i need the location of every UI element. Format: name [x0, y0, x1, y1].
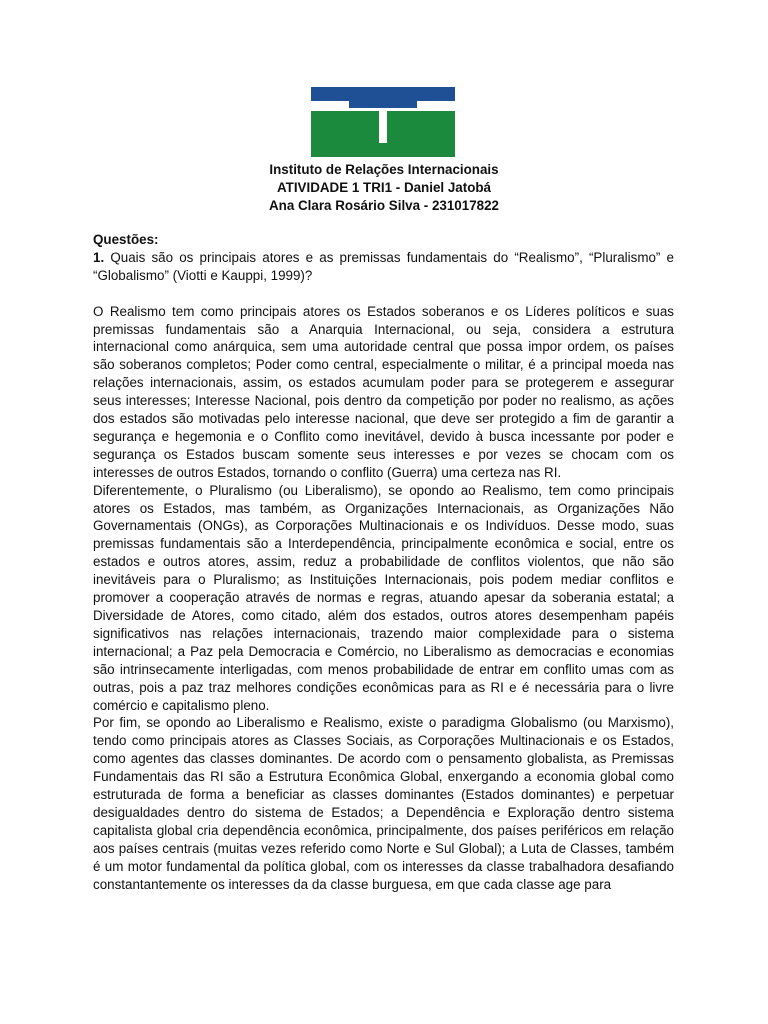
paragraph-spacer	[93, 285, 674, 303]
unb-logo-graphic	[311, 87, 455, 157]
questions-heading: Questões:	[93, 232, 159, 247]
document-body	[93, 231, 674, 894]
student-info: Ana Clara Rosário Silva - 231017822	[268, 198, 499, 213]
institute-name: Instituto de Relações Internacionais	[269, 162, 499, 177]
document-header	[0, 161, 768, 215]
logo-blue-inner	[349, 101, 417, 108]
question-number: 1.	[93, 249, 105, 265]
paragraph-realismo: O Realismo tem como principais atores os Estados soberanos e os Líderes políticos e suas premissas fundamentais são a Anarquia Internacional, ou seja, considera a estrutura internacional como anárquica, sem uma autoridade central que possa impor ordem, os países são soberanos completos; Poder como central, especialmente o militar, é a principal moeda nas relações internacionais, assim, os estados acumulam poder para se protegerem e assegurar seus interesses; Interesse Nacional, pois dentro da competição por poder no realismo, as ações dos estados são motivadas pelo interesse nacional, que deve ser protegido a fim de garantir a segurança e hegemonia e o Conflito como inevitável, devido à busca incessante por poder e segurança os Estados buscam somente seus interesses e por vezes se chocam com os interesses de outros Estados, tornando o conflito (Guerra) uma certeza nas RI.	[93, 303, 674, 480]
question-text: Quais são os principais atores e as premissas fundamentais do “Realismo”, “Pluralismo” e “Globalismo” (Viotti e Kauppi, 1999)?	[93, 249, 674, 283]
logo-green-center	[379, 143, 387, 157]
logo-blue-band	[311, 87, 455, 101]
university-logo	[311, 87, 455, 157]
paragraph-globalismo: Por fim, se opondo ao Liberalismo e Realismo, existe o paradigma Globalismo (ou Marxismo), tendo como principais atores as Classes Sociais, as Corporações Multinacionais e os Estados, como agentes das classes dominantes. De acordo com o pensamento globalista, as Premissas Fundamentais das RI são a Estrutura Econômica Global, enxergando a economia global como estruturada de forma a beneficiar as classes dominantes (Estados dominantes) e perpetuar desigualdades dentro do sistema de Estados; a Dependência e Exploração dentro sistema capitalista global cria dependência econômica, principalmente, dos países periféricos em relação aos países centrais (muitas vezes referido como Norte e Sul Global); a Luta de Classes, também é um motor fundamental da política global, com os interesses da classe trabalhadora desafiando constantantemente os interesses da da classe burguesa, em que cada classe age para	[93, 715, 674, 892]
activity-title: ATIVIDADE 1 TRI1 - Daniel Jatobá	[276, 180, 492, 195]
paragraph-pluralismo: Diferentemente, o Pluralismo (ou Liberalismo), se opondo ao Realismo, tem como principais atores os Estados, mas também, as Organizações Internacionais, as Organizações Não Governamentais (ONGs), as Corporações Multinacionais e os Indivíduos. Desse modo, suas premissas fundamentais são a Interdependência, principalmente econômica e social, entre os estados e outros atores, assim, reduz a probabilidade de conflitos violentos, que não são inevitáveis para o Pluralismo; as Instituições Internacionais, pois podem mediar conflitos e promover a cooperação através de normas e regras, atuando apesar da soberania estatal; a Diversidade de Atores, como citado, além dos estados, outros atores desempenham papéis significativos nas relações internacionais, trazendo maior complexidade para o sistema internacional; a Paz pela Democracia e Comércio, no Liberalismo as democracias e economias são intrinsecamente interligadas, com menos probabilidade de entrar em conflito umas com as outras, pois a paz traz melhores condições econômicas para as RI e é necessária para o livre comércio e capitalismo pleno.	[93, 482, 674, 713]
logo-green-right	[387, 111, 455, 157]
logo-green-left	[311, 111, 379, 157]
question-1	[93, 249, 674, 285]
